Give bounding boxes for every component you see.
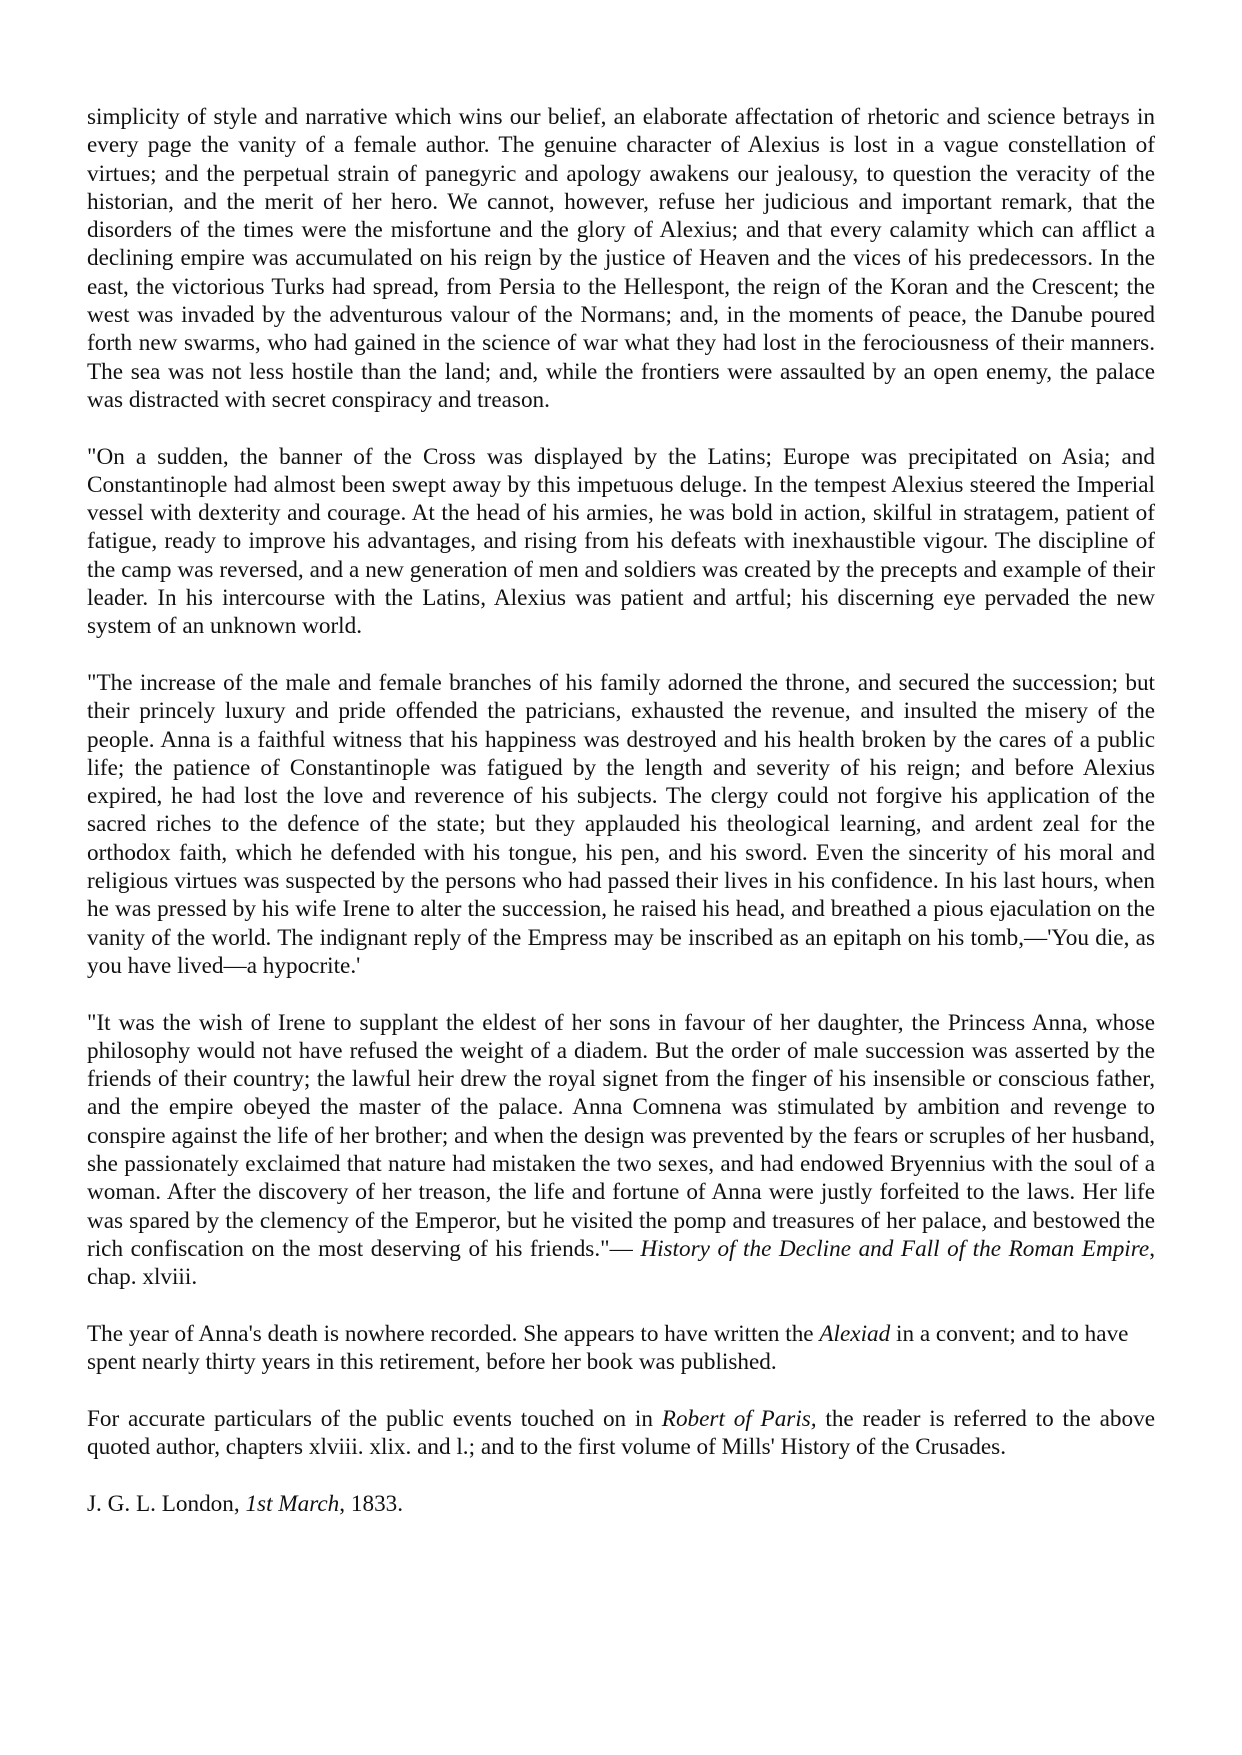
signature-line	[87, 1490, 1155, 1518]
robert-of-paris-title: Robert of Paris,	[661, 1405, 817, 1432]
signature-date: 1st March	[245, 1490, 340, 1517]
paragraph-4-text: "It was the wish of Irene to supplant the eldest of her sons in favour of her daughter, the Princess Anna, whose philosophy would not have refused the weight of a diadem. But the order of male succession was asserted by the friends of their country; the lawful heir drew the royal signet from the finger of his insensible or conscious father, and the empire obeyed the master of the palace. Anna Comnena was stimulated by ambition and revenge to conspire against the life of her brother; and when the design was prevented by the fears or scruples of her husband, she passionately exclaimed that nature had mistaken the two sexes, and had endowed Bryennius with the soul of a woman. After the discovery of her treason, the life and fortune of Anna were justly forfeited to the laws. Her life was spared by the clemency of the Emperor, but he visited the pomp and treasures of her palace, and bestowed the rich confiscation on the most deserving of his friends."—	[87, 1009, 1155, 1262]
signature-year: , 1833.	[339, 1490, 404, 1517]
paragraph-3: "The increase of the male and female branches of his family adorned the throne, and secured the succession; but their princely luxury and pride offended the patricians, exhausted the revenue, and insulted the misery of the people. Anna is a faithful witness that his happiness was destroyed and his health broken by the cares of a public life; the patience of Constantinople was fatigued by the length and severity of his reign; and before Alexius expired, he had lost the love and reverence of his subjects. The clergy could not forgive his application of the sacred riches to the defence of the state; but they applauded his theological learning, and ardent zeal for the orthodox faith, which he defended with his tongue, his pen, and his sword. Even the sincerity of his moral and religious virtues was suspected by the persons who had passed their lives in his confidence. In his last hours, when he was pressed by his wife Irene to alter the succession, he raised his head, and breathed a pious ejaculation on the vanity of the world. The indignant reply of the Empress may be inscribed as an epitaph on his tomb,—'You die, as you have lived—a hypocrite.'	[87, 669, 1155, 979]
alexiad-title: Alexiad	[819, 1320, 891, 1347]
paragraph-1: simplicity of style and narrative which wins our belief, an elaborate affectation of rhetoric and science betrays in every page the vanity of a female author. The genuine character of Alexius is lost in a vague constellation of virtues; and the perpetual strain of panegyric and apology awakens our jealousy, to question the veracity of the historian, and the merit of her hero. We cannot, however, refuse her judicious and important remark, that the disorders of the times were the misfortune and the glory of Alexius; and that every calamity which can afflict a declining empire was accumulated on his reign by the justice of Heaven and the vices of his predecessors. In the east, the victorious Turks had spread, from Persia to the Hellespont, the reign of the Koran and the Crescent; the west was invaded by the adventurous valour of the Normans; and, in the moments of peace, the Danube poured forth new swarms, who had gained in the science of war what they had lost in the ferociousness of their manners. The sea was not less hostile than the land; and, while the frontiers were assaulted by an open enemy, the palace was distracted with secret conspiracy and treason.	[87, 104, 1155, 413]
paragraph-5-text-b: in a convent; and to have spent nearly thirty years in this retirement, before her book was published.	[87, 1320, 1129, 1376]
signature-author: J. G. L. London,	[87, 1490, 246, 1517]
paragraph-6	[87, 1405, 1155, 1462]
document-page	[87, 103, 1155, 1546]
paragraph-5-text-a: The year of Anna's death is nowhere recorded. She appears to have written the	[87, 1320, 820, 1347]
paragraph-6-text-a: For accurate particulars of the public events touched on in	[87, 1405, 662, 1432]
paragraph-6-text-b: the reader is referred to the above quoted author, chapters xlviii. xlix. and l.; and to the first volume of Mills' History of the Crusades.	[87, 1405, 1155, 1460]
paragraph-4-citation: , chap. xlviii.	[87, 1235, 1156, 1291]
paragraph-5	[87, 1320, 1155, 1377]
gibbon-book-title: History of the Decline and Fall of the Roman Empire	[640, 1235, 1150, 1262]
paragraph-2: "On a sudden, the banner of the Cross was displayed by the Latins; Europe was precipitated on Asia; and Constantinople had almost been swept away by this impetuous deluge. In the tempest Alexius steered the Imperial vessel with dexterity and courage. At the head of his armies, he was bold in action, skilful in stratagem, patient of fatigue, ready to improve his advantages, and rising from his defeats with inexhaustible vigour. The discipline of the camp was reversed, and a new generation of men and soldiers was created by the precepts and example of their leader. In his intercourse with the Latins, Alexius was patient and artful; his discerning eye pervaded the new system of an unknown world.	[87, 443, 1155, 640]
paragraph-4	[87, 1009, 1155, 1292]
